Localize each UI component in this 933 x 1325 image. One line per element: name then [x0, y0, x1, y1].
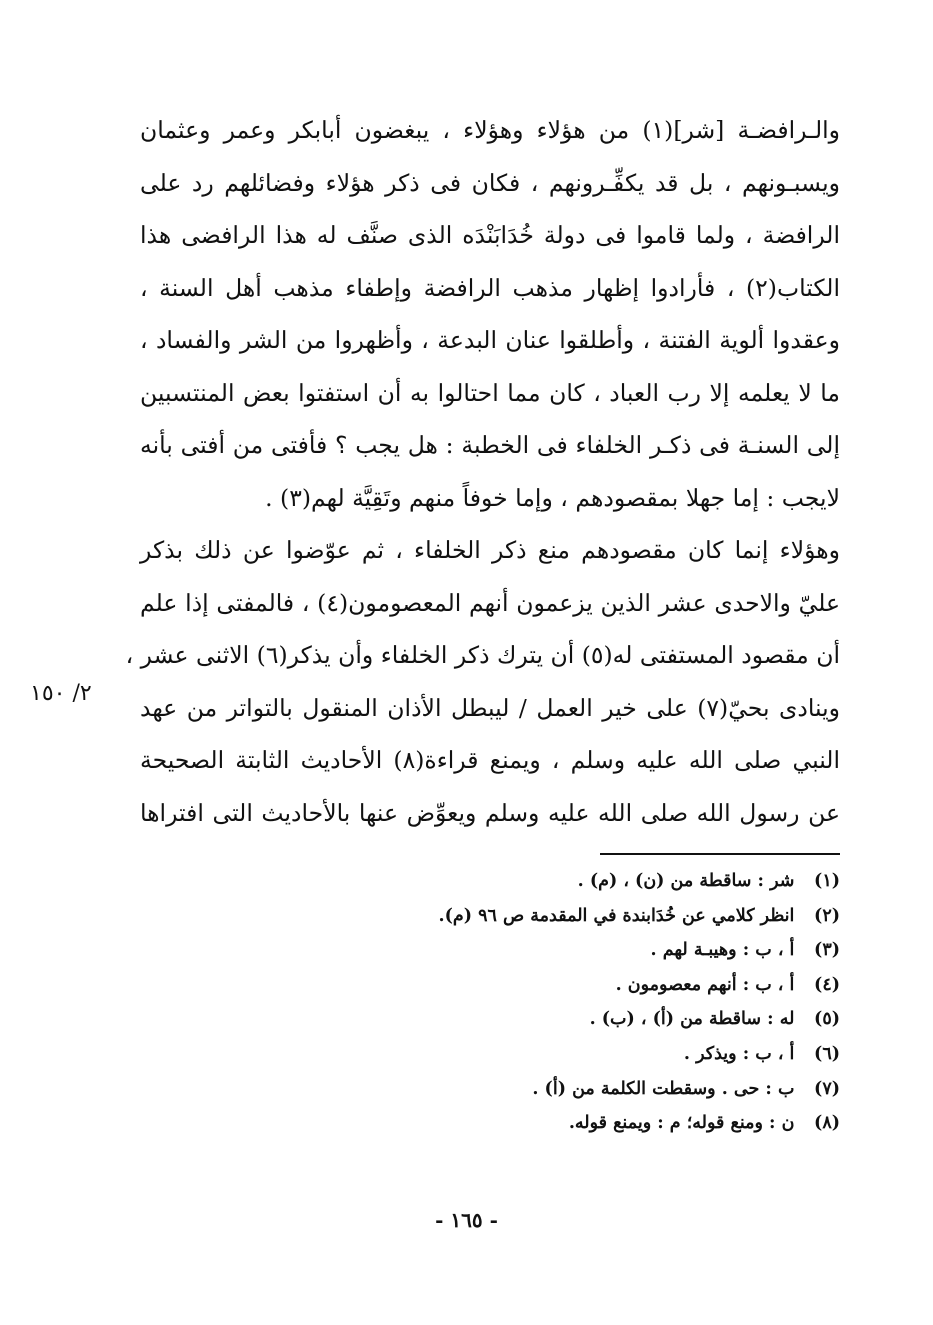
footnotes-block: [300, 864, 840, 1141]
footnote-number: (٧): [814, 1078, 840, 1099]
margin-page-reference: ٢/ ١٥٠: [30, 681, 92, 706]
footnote-item: [300, 1002, 840, 1037]
page-number: - ١٦٥ -: [435, 1208, 498, 1232]
footnote-text: له : ساقطة من (أ) ، (ب) .: [589, 1009, 795, 1030]
footnote-text: ن : ومنع قوله؛ م : ويمنع قوله.: [568, 1113, 795, 1134]
footnote-number: (٥): [814, 1009, 840, 1030]
footnote-text: أ ، ب : وهيبـة لهم .: [650, 940, 795, 961]
footnote-item: [300, 1072, 840, 1107]
text-line: النبي صلى الله عليه وسلم ، ويمنع قراءة(٨) الأحاديث الثابتة الصحيحة: [140, 746, 840, 774]
footnote-item: [300, 864, 840, 899]
footnote-item: [300, 1037, 840, 1072]
text-line: لايجب : إما جهلا بمقصودهم ، وإما خوفاً منهم وتَقِيَّة لهم(٣) .: [265, 483, 840, 512]
footnote-text: شر : ساقطة من (ن) ، (م) .: [577, 871, 795, 891]
footnote-text: أ ، ب : ويذكر .: [683, 1043, 795, 1064]
text-line: عليّ والاحدى عشر الذين يزعمون أنهم المعصومون(٤) ، فالمفتى إذا علم: [140, 588, 840, 617]
footnote-number: (١): [814, 871, 840, 891]
footnote-item: [300, 933, 840, 968]
text-line: وينادى بحيّ(٧) على خير العمل / ليبطل الأذان المنقول بالتواتر من عهد: [140, 693, 841, 722]
footnote-item: [300, 968, 840, 1003]
text-line: ويسبـونهم ، بل قد يكفِّـرونهم ، فكان فى ذكر هؤلاء وفضائلهم رد على: [140, 168, 840, 197]
text-line: وعقدوا ألوية الفتنة ، وأطلقوا عنان البدعة ، وأظهروا من الشر والفساد ،: [140, 326, 840, 354]
main-text-block: [125, 104, 841, 839]
text-line: عن رسول الله صلى الله عليه وسلم ويعوِّض عنها بالأحاديث التى افتراها: [140, 798, 840, 827]
footnote-item: [300, 1106, 840, 1141]
footnote-number: (٣): [814, 940, 840, 961]
footnote-divider: [600, 853, 840, 855]
footnote-text: انظر كلامي عن خُدَابندة في المقدمة ص ٩٦ (م).: [438, 905, 795, 926]
text-line: الكتاب(٢) ، فأرادوا إظهار مذهب الرافضة وإطفاء مذهب أهل السنة ،: [140, 273, 840, 302]
text-line: الرافضة ، ولما قاموا فى دولة خُدَابَنْدَه الذى صنَّف له هذا الرافضى هذا: [140, 221, 840, 249]
footnote-item: [300, 899, 840, 934]
footnote-text: ب : حى . وسقطت الكلمة من (أ) .: [532, 1078, 795, 1099]
footnote-number: (٦): [814, 1043, 840, 1064]
footnote-text: أ ، ب : أنهم معصومون .: [615, 974, 795, 995]
footnote-number: (٢): [814, 905, 840, 926]
footnote-number: (٨): [814, 1113, 840, 1134]
text-line: إلى السنـة فى ذكـر الخلفاء فى الخطبة : هل يجب ؟ فأفتى من أفتى بأنه: [140, 431, 840, 459]
footnote-number: (٤): [814, 974, 840, 995]
text-line: ما لا يعلمه إلا رب العباد ، كان مما احتالوا به أن استفتوا بعض المنتسبين: [140, 378, 840, 407]
text-line: أن مقصود المستفتى له(٥) أن يترك ذكر الخلفاء وأن يذكر(٦) الاثنى عشر ،: [125, 641, 840, 669]
text-line: وهؤلاء إنما كان مقصودهم منع ذكر الخلفاء ، ثم عوّضوا عن ذلك بذكر: [140, 536, 840, 564]
text-line: والـرافضـة [شر](١) من هؤلاء وهؤلاء ، يبغضون أبابكر وعمر وعثمان: [140, 116, 840, 144]
